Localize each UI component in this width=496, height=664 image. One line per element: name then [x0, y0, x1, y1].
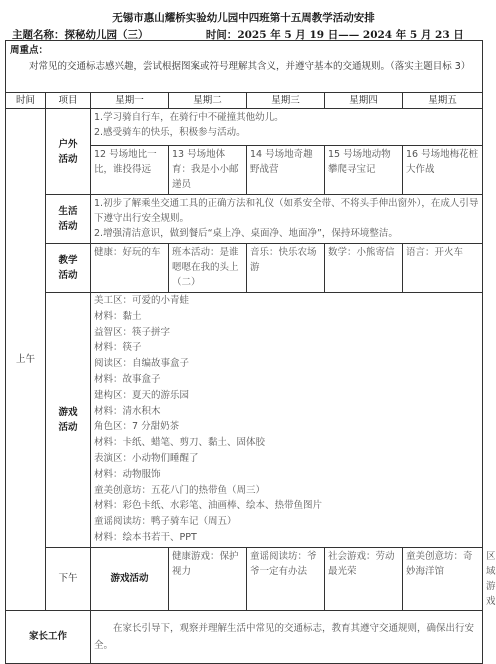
game-line: 材料：清水积木: [94, 405, 161, 417]
game-line: 材料：彩色卡纸、水彩笔、油画棒、绘本、热带鱼图片: [94, 500, 323, 512]
key-points-text: 对常见的交通标志感兴趣，尝试根据图案或符号理解其含义，并遵守基本的交通规则。（落实主题目标 3）: [29, 61, 471, 72]
afternoon-row: 下午 游戏活动 健康游戏：保护视力 童谣阅读坊：爷爷一定有办法 社会游戏：劳动最光荣 童美创意坊：奇妙海洋馆 区域游戏: [6, 547, 483, 610]
teaching-tue: 班本活动：是谁嗯嗯在我的头上（二）: [169, 244, 247, 293]
pm-thu: 童美创意坊：奇妙海洋馆: [403, 547, 483, 610]
game-line: 建构区：夏天的游乐园: [94, 389, 190, 401]
game-line: 美工区：可爱的小青蛙: [94, 295, 190, 306]
game-line: 材料：卡纸、蜡笔、剪刀、黏土、固体胶: [94, 437, 266, 449]
time-value: 2025 年 5 月 19 日—— 2024 年 5 月 23 日: [237, 29, 464, 41]
document-title: 无锡市惠山耀桥实验幼儿园中四班第十五周教学活动安排: [112, 12, 375, 24]
schedule-table: [5, 40, 496, 664]
game-line: 表演区：小动物们睡醒了: [94, 452, 199, 464]
teaching-row: [6, 244, 483, 293]
teaching-wed: 音乐：快乐农场游: [247, 244, 325, 293]
parents-label: 家长工作: [6, 610, 91, 663]
outdoor-tue: 13 号场地体育：我是小小邮递员: [169, 146, 247, 195]
period-morning: 上午: [6, 109, 46, 611]
outdoor-goal-2: 2.感受骑车的快乐，积极参与活动。: [94, 127, 246, 138]
outdoor-fri: 16 号场地梅花桩大作战: [403, 146, 483, 195]
theme-label: 主题名称：: [12, 29, 65, 41]
pm-games-label: 游戏活动: [91, 547, 169, 610]
outdoor-thu: 15 号场地动物攀爬寻宝记: [325, 146, 403, 195]
game-line: 益智区：筷子拼字: [94, 326, 171, 338]
outdoor-label: 户外活动: [46, 109, 91, 195]
time-label: 时间：: [205, 29, 238, 41]
life-label: 生活活动: [46, 195, 91, 244]
teaching-thu: 数学：小熊寄信: [325, 244, 403, 293]
game-line: 材料：绘本书若干、PPT: [94, 531, 197, 543]
header-item: 项目: [46, 93, 91, 109]
games-label: 游戏活动: [46, 293, 91, 548]
header-time: 时间: [6, 93, 46, 109]
game-line: 材料：黏土: [94, 310, 142, 322]
game-line: 材料：筷子: [94, 342, 142, 354]
header-day-fri: 星期五: [403, 93, 483, 109]
key-points-title: 周重点：: [10, 45, 49, 56]
header-day-tue: 星期二: [169, 93, 247, 109]
key-points-row: [6, 41, 483, 93]
outdoor-goal-1: 1.学习骑自行车，在骑行中不碰撞其他幼儿。: [94, 112, 284, 123]
pm-mon: 健康游戏：保护视力: [169, 547, 247, 610]
pm-wed: 社会游戏：劳动最光荣: [325, 547, 403, 610]
outdoor-mon: 12 号场地比一比，谁投得远: [91, 146, 169, 195]
pm-tue: 童谣阅读坊：爷爷一定有办法: [247, 547, 325, 610]
game-line: 角色区：7 分甜奶茶: [94, 421, 180, 433]
header-day-thu: 星期四: [325, 93, 403, 109]
outdoor-wed: 14 号场地奇趣野战营: [247, 146, 325, 195]
theme-value: 探秘幼儿园（三）: [64, 29, 149, 41]
game-line: 童美创意坊：五花八门的热带鱼（周三）: [94, 484, 266, 496]
life-row: [6, 195, 483, 244]
header-day-mon: 星期一: [91, 93, 169, 109]
teaching-label: 教学活动: [46, 244, 91, 293]
game-line: 材料：故事盒子: [94, 373, 161, 385]
header-row: [6, 93, 483, 109]
life-line-1: 1.初步了解乘坐交通工具的正确方法和礼仪（如系安全带、不将头手伸出窗外），在成人引导下遵守出行安全规则。: [94, 198, 479, 224]
teaching-fri: 语言：开火车: [403, 244, 483, 293]
period-afternoon: 下午: [46, 547, 91, 610]
games-row: [6, 293, 483, 548]
parents-text: [91, 610, 483, 663]
outdoor-goals-row: [6, 109, 483, 146]
teaching-mon: 健康：好玩的车: [91, 244, 169, 293]
life-line-2: 2.增强清洁意识，做到餐后“桌上净、桌面净、地面净”，保持环境整洁。: [94, 228, 398, 239]
game-line: 童谣阅读坊：鸭子骑车记（周五）: [94, 516, 237, 528]
parents-text-content: 在家长引导下，观察并理解生活中常见的交通标志，教育其遵守交通规则，确保出行安全。: [94, 622, 475, 651]
parents-row: [6, 610, 483, 663]
game-line: 材料：动物服饰: [94, 468, 161, 480]
game-line: 阅读区：自编故事盒子: [94, 358, 190, 370]
header-day-wed: 星期三: [247, 93, 325, 109]
